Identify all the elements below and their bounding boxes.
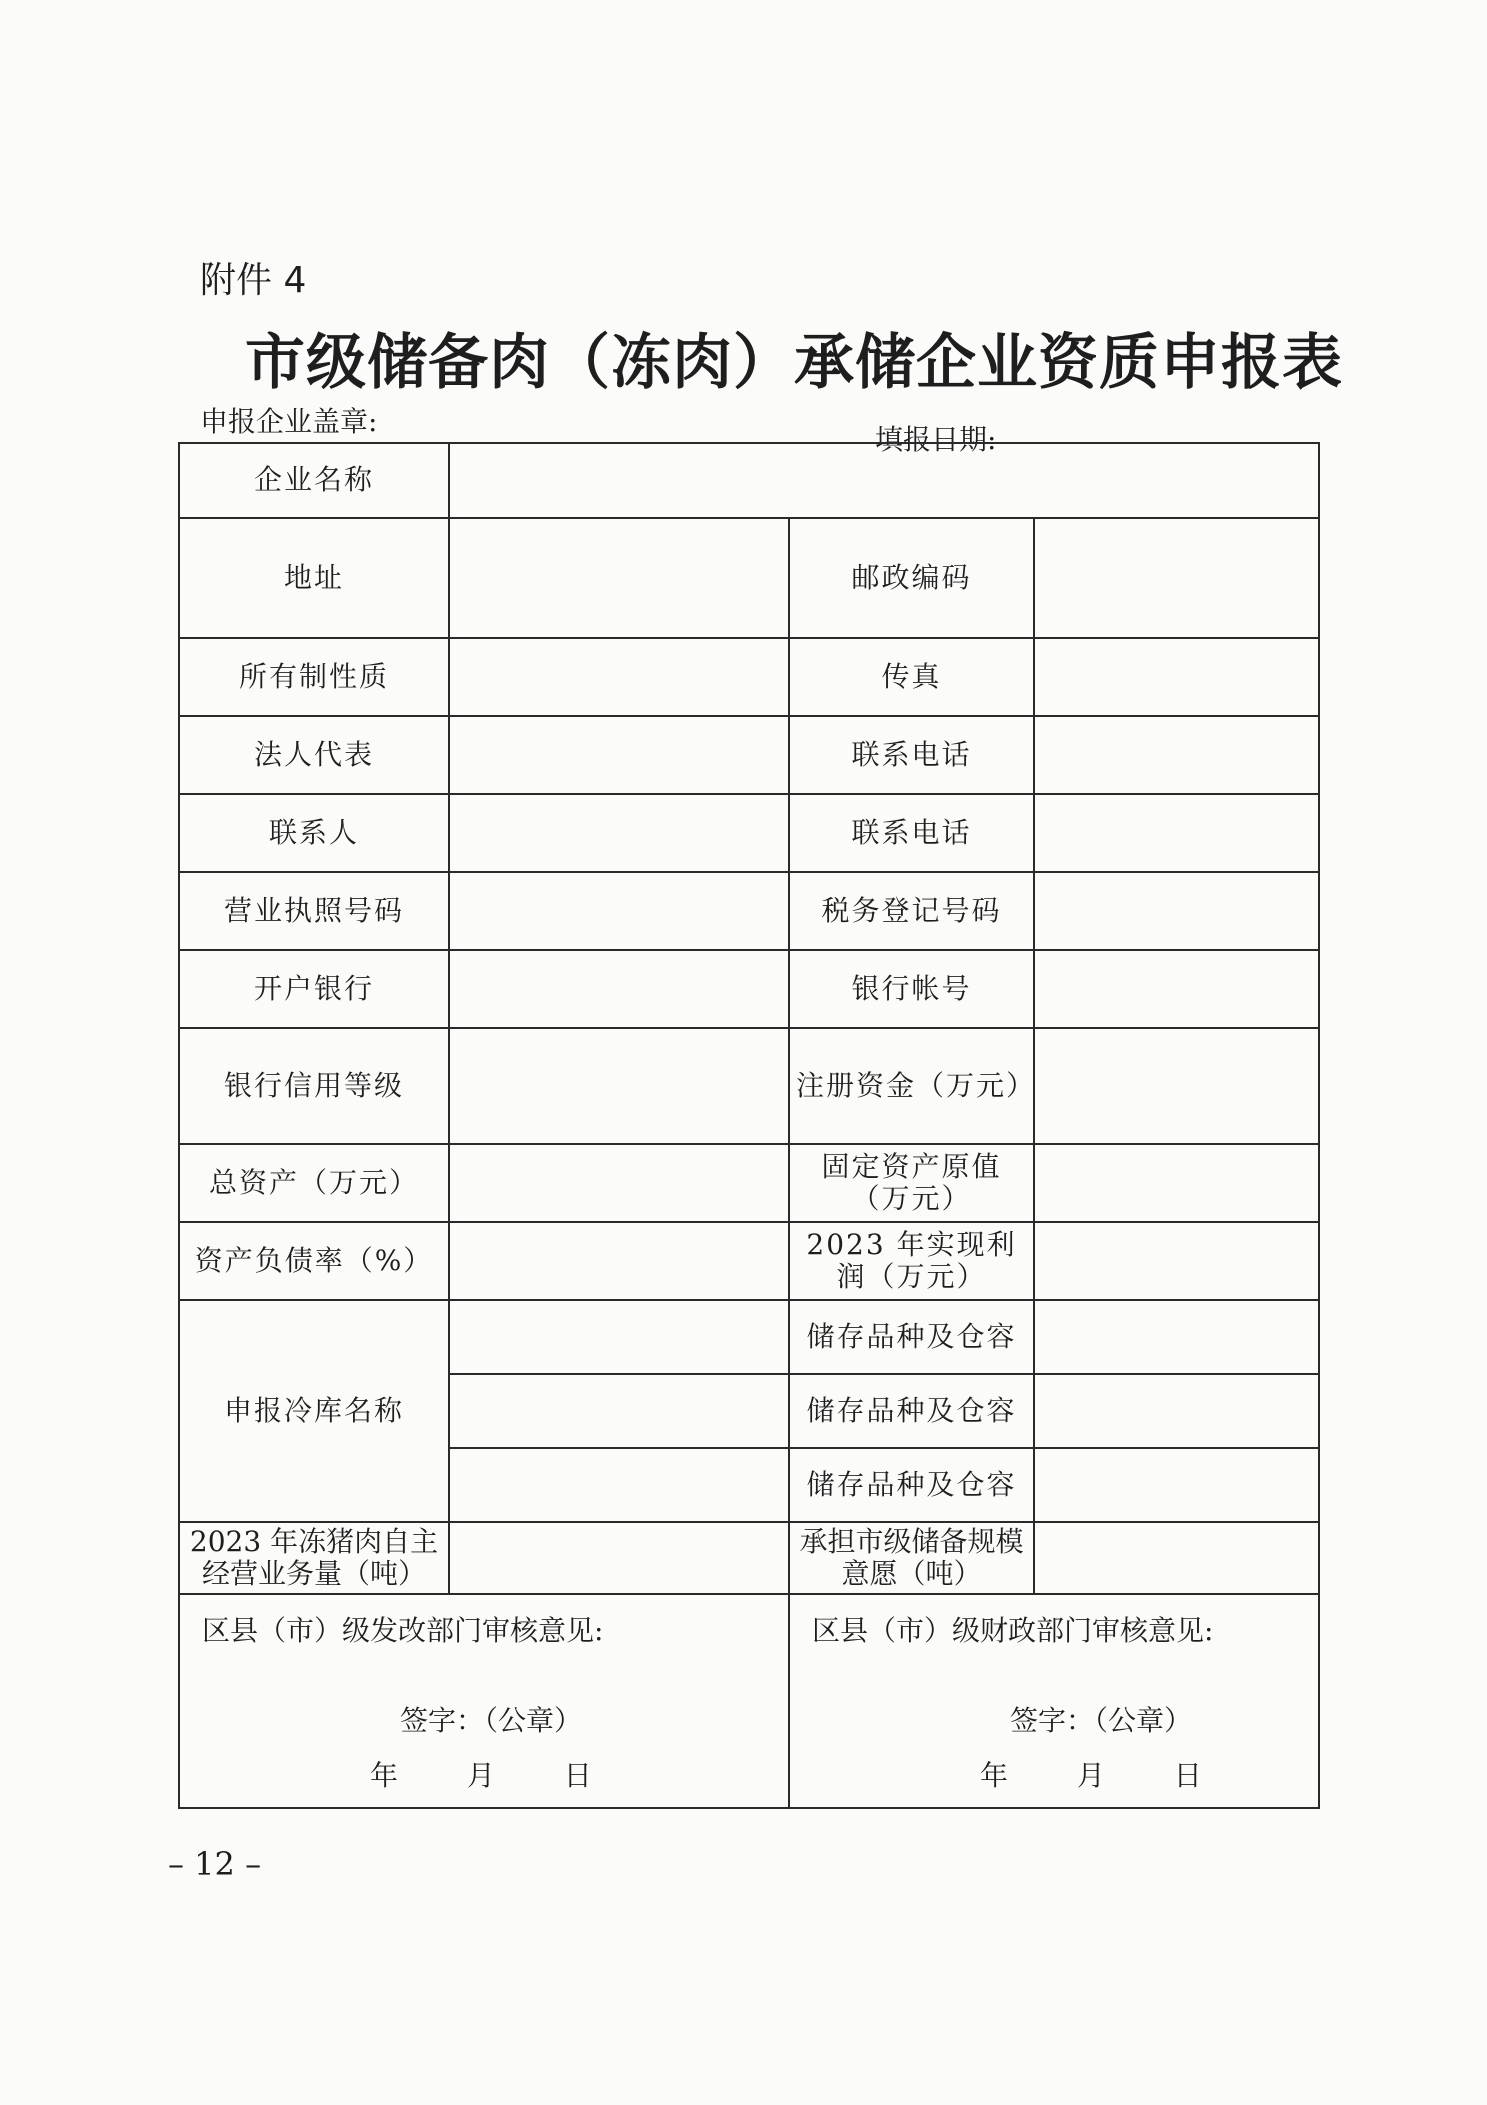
contact-field[interactable] — [449, 794, 789, 872]
legal-rep-label: 法人代表 — [179, 716, 449, 794]
credit-level-label: 银行信用等级 — [179, 1028, 449, 1144]
contact-label: 联系人 — [179, 794, 449, 872]
bank-label: 开户银行 — [179, 950, 449, 1028]
fax-field[interactable] — [1034, 638, 1319, 716]
legal-rep-field[interactable] — [449, 716, 789, 794]
total-assets-label: 总资产（万元） — [179, 1144, 449, 1222]
address-field[interactable] — [449, 518, 789, 638]
credit-level-field[interactable] — [449, 1028, 789, 1144]
fixed-assets-field[interactable] — [1034, 1144, 1319, 1222]
total-assets-field[interactable] — [449, 1144, 789, 1222]
reserve-scale-label: 承担市级储备规模意愿（吨） — [789, 1522, 1034, 1594]
page-number: – 12 – — [168, 1845, 262, 1883]
company-name-field[interactable] — [449, 443, 1319, 518]
phone-label-2: 联系电话 — [789, 794, 1034, 872]
postal-code-field[interactable] — [1034, 518, 1319, 638]
address-label: 地址 — [179, 518, 449, 638]
cold-storage-field-2[interactable] — [449, 1374, 789, 1448]
debt-ratio-label: 资产负债率（%） — [179, 1222, 449, 1300]
cold-storage-field-1[interactable] — [449, 1300, 789, 1374]
storage-label-1: 储存品种及仓容 — [789, 1300, 1034, 1374]
finance-review-date: 年 月 日 — [980, 1759, 1202, 1792]
postal-code-label: 邮政编码 — [789, 518, 1034, 638]
company-name-label: 企业名称 — [179, 443, 449, 518]
development-review-title: 区县（市）级发改部门审核意见: — [202, 1614, 604, 1647]
fill-date-label: 填报日期: — [875, 423, 997, 456]
storage-field-2[interactable] — [1034, 1374, 1319, 1448]
development-review-sign: 签字：（公章） — [400, 1704, 583, 1737]
storage-field-1[interactable] — [1034, 1300, 1319, 1374]
pork-volume-label: 2023 年冻猪肉自主经营业务量（吨） — [179, 1522, 449, 1594]
registered-capital-label: 注册资金（万元） — [789, 1028, 1034, 1144]
phone-field-2[interactable] — [1034, 794, 1319, 872]
page-title: 市级储备肉（冻肉）承储企业资质申报表 — [245, 328, 1343, 398]
license-no-field[interactable] — [449, 872, 789, 950]
ownership-label: 所有制性质 — [179, 638, 449, 716]
finance-review-sign: 签字：（公章） — [1010, 1704, 1193, 1737]
pork-volume-field[interactable] — [449, 1522, 789, 1594]
finance-dept-review[interactable] — [789, 1594, 1319, 1808]
cold-storage-field-3[interactable] — [449, 1448, 789, 1522]
attachment-label: 附件 4 — [200, 260, 307, 301]
seal-label: 申报企业盖章: — [200, 405, 378, 438]
cold-storage-label: 申报冷库名称 — [179, 1300, 449, 1522]
application-form-table — [178, 442, 1320, 1809]
development-review-date: 年 月 日 — [370, 1759, 592, 1792]
profit-field[interactable] — [1034, 1222, 1319, 1300]
phone-field-1[interactable] — [1034, 716, 1319, 794]
bank-field[interactable] — [449, 950, 789, 1028]
storage-label-3: 储存品种及仓容 — [789, 1448, 1034, 1522]
debt-ratio-field[interactable] — [449, 1222, 789, 1300]
finance-review-title: 区县（市）级财政部门审核意见: — [812, 1614, 1214, 1647]
registered-capital-field[interactable] — [1034, 1028, 1319, 1144]
license-no-label: 营业执照号码 — [179, 872, 449, 950]
tax-no-label: 税务登记号码 — [789, 872, 1034, 950]
profit-label: 2023 年实现利润（万元） — [789, 1222, 1034, 1300]
fixed-assets-label: 固定资产原值（万元） — [789, 1144, 1034, 1222]
fax-label: 传真 — [789, 638, 1034, 716]
bank-account-label: 银行帐号 — [789, 950, 1034, 1028]
storage-label-2: 储存品种及仓容 — [789, 1374, 1034, 1448]
ownership-field[interactable] — [449, 638, 789, 716]
tax-no-field[interactable] — [1034, 872, 1319, 950]
storage-field-3[interactable] — [1034, 1448, 1319, 1522]
reserve-scale-field[interactable] — [1034, 1522, 1319, 1594]
bank-account-field[interactable] — [1034, 950, 1319, 1028]
phone-label-1: 联系电话 — [789, 716, 1034, 794]
development-dept-review[interactable] — [179, 1594, 789, 1808]
